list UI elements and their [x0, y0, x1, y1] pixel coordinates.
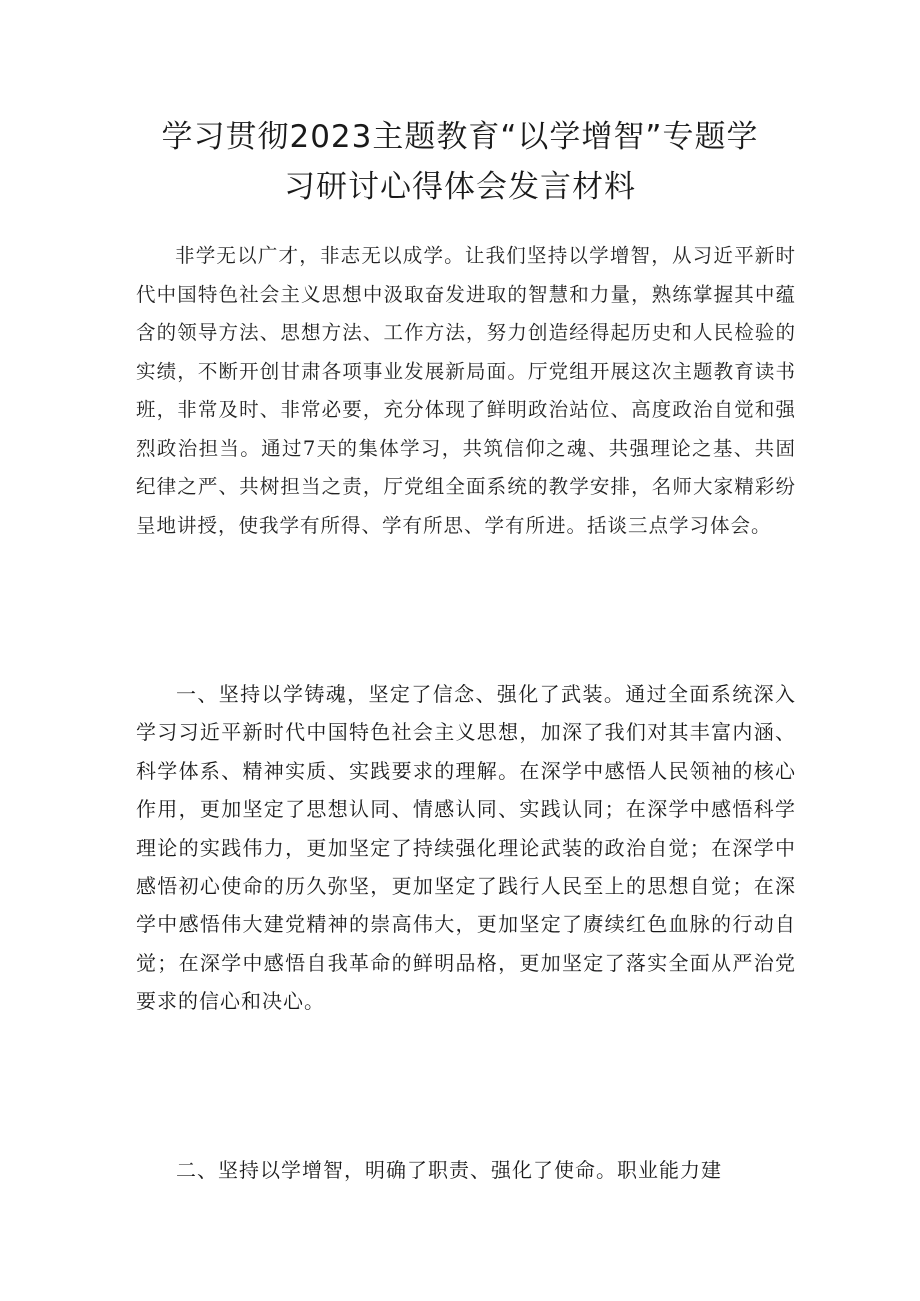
- section-two-paragraph: 二、坚持以学增智，明确了职责、强化了使命。职业能力建: [176, 1158, 722, 1182]
- title-line-1: 学习贯彻2023主题教育“以学增智”专题学: [161, 119, 759, 155]
- intro-paragraph: 非学无以广才，非志无以成学。让我们坚持以学增智，从习近平新时代中国特色社会主义思想中汲取奋发进取的智慧和力量，熟练掌握其中蕴含的领导方法、思想方法、工作方法，努力创造经得起历史和人民检验的实绩，不断开创甘肃各项事业发展新局面。厅党组开展这次主题教育读书班，非常及时、非常必要，充分体现了鲜明政治站位、高度政治自觉和强烈政治担当。通过7天的集体学习，共筑信仰之魂、共强理论之基、共固纪律之严、共树担当之责，厅党组全面系统的教学安排，名师大家精彩纷呈地讲授，使我学有所得、学有所思、学有所进。括谈三点学习体会。: [136, 244, 796, 537]
- section-one-paragraph: 一、坚持以学铸魂，坚定了信念、强化了武装。通过全面系统深入学习习近平新时代中国特色社会主义思想，加深了我们对其丰富内涵、科学体系、精神实质、实践要求的理解。在深学中感悟人民领袖的核心作用，更加坚定了思想认同、情感认同、实践认同；在深学中感悟科学理论的实践伟力，更加坚定了持续强化理论武装的政治自觉；在深学中感悟初心使命的历久弥坚，更加坚定了践行人民至上的思想自觉；在深学中感悟伟大建党精神的崇高伟大，更加坚定了赓续红色血脉的行动自觉；在深学中感悟自我革命的鲜明品格，更加坚定了落实全面从严治党要求的信心和决心。: [136, 682, 796, 1014]
- document-title: [120, 112, 800, 212]
- title-line-2: 习研讨心得体会发言材料: [284, 169, 636, 205]
